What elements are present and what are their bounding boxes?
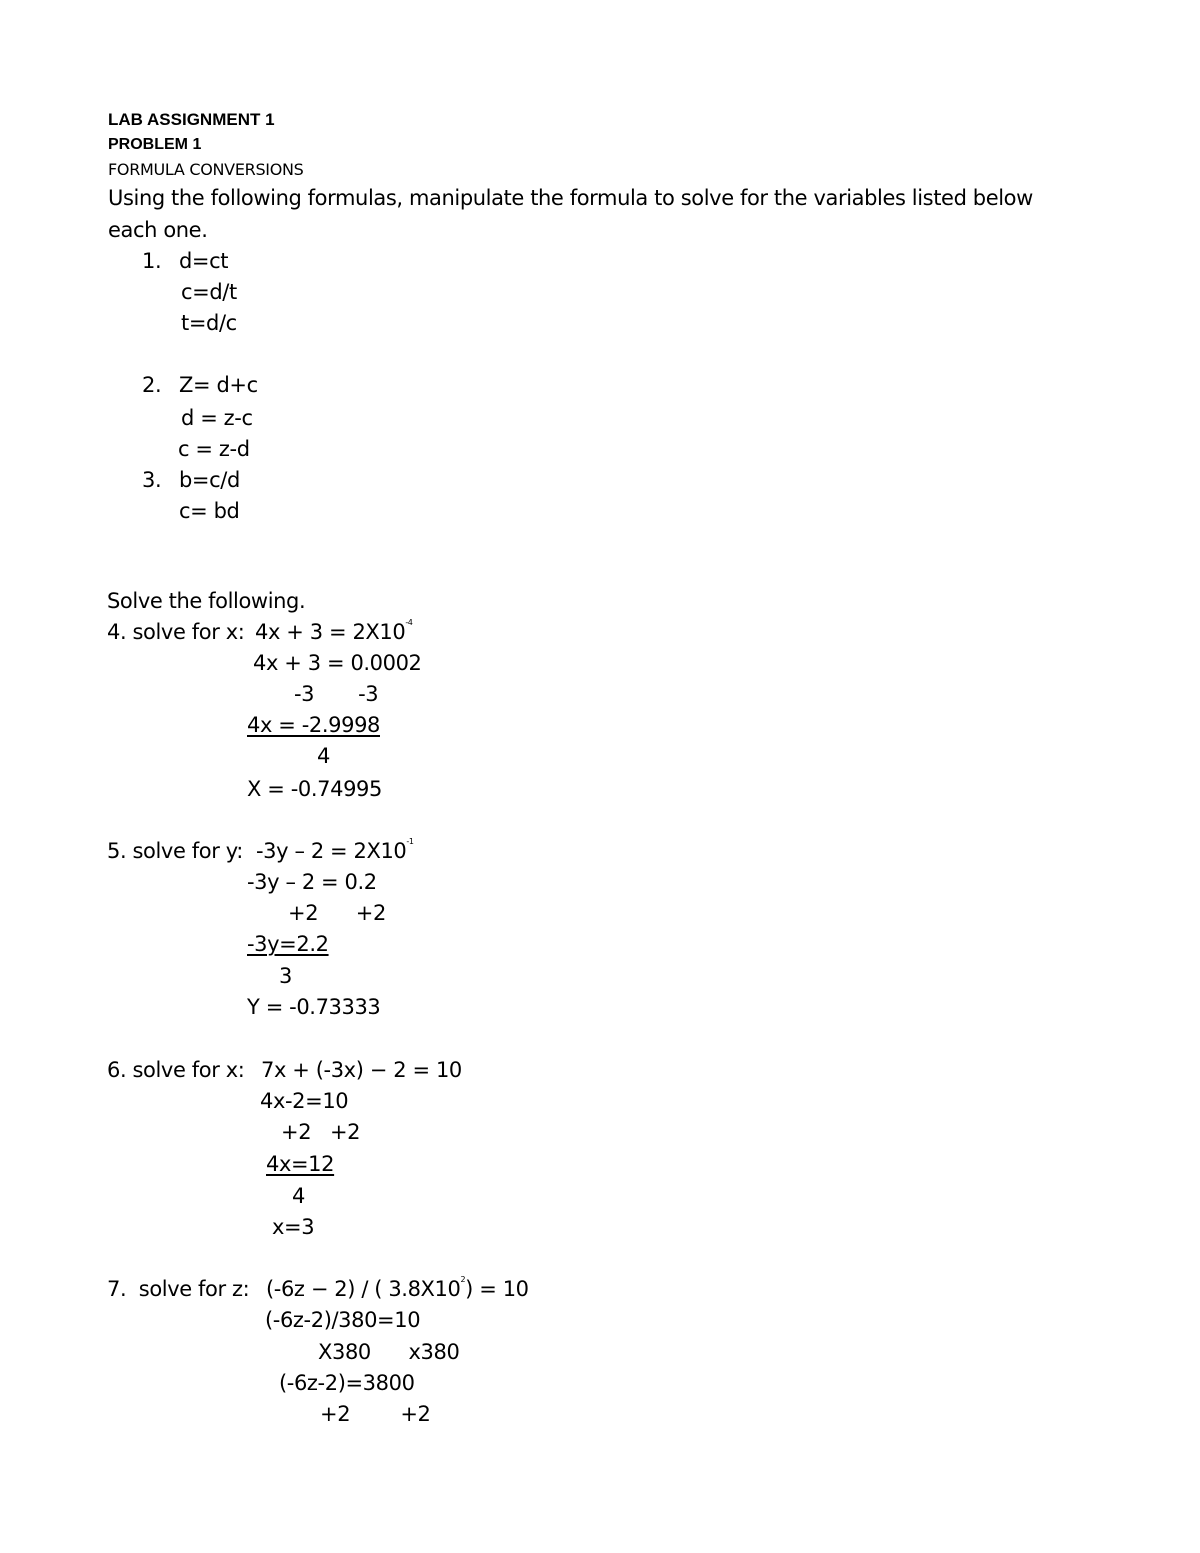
problem-5-equation: $-3y - 2 = 2X10^{-1}$	[256, 837, 414, 863]
formula-3: b=c/d	[179, 468, 240, 492]
problem-5-answer: Y = -0.73333	[247, 995, 381, 1019]
problem-4-step: 4x + 3 = 0.0002	[253, 651, 422, 675]
problem-7-equation: (-6z − 2) / ( $3.8X10^2) = 10$	[266, 1275, 529, 1301]
formula-1-solution: t=d/c	[181, 311, 237, 335]
problem-6-prompt: 6. solve for x:	[107, 1058, 245, 1082]
exponent: -1	[406, 837, 414, 846]
problem-5-divisor: 3	[279, 964, 292, 988]
formula-2-solution: c = z-d	[178, 437, 250, 461]
problem-7-step: (-6z-2)/380=10	[265, 1308, 421, 1332]
problem-4-step: 4x = -2.9998	[247, 713, 380, 737]
solve-heading: Solve the following.	[107, 589, 306, 613]
section-title: FORMULA CONVERSIONS	[108, 160, 304, 179]
problem-6-divisor: 4	[292, 1184, 305, 1208]
formula-number-1: 1.	[142, 249, 162, 273]
problem-7-prompt: 7. solve for z:	[107, 1277, 250, 1301]
problem-7-step: (-6z-2)=3800	[279, 1371, 415, 1395]
formula-1-solution: c=d/t	[181, 280, 237, 304]
problem-5-step: +2 +2	[288, 901, 386, 925]
problem-4-equation: $4x + 3 = 2X10^{-4}$	[255, 618, 413, 644]
problem-6-step: 4x=12	[266, 1152, 335, 1176]
problem-7-step: X380 x380	[318, 1340, 460, 1364]
problem-4-prompt: 4. solve for x:	[107, 620, 245, 644]
problem-6-step: 4x-2=10	[260, 1089, 349, 1113]
problem-5-step: -3y – 2 = 0.2	[247, 870, 377, 894]
problem-4-step: -3 -3	[294, 682, 379, 706]
problem-4-divisor: 4	[317, 744, 330, 768]
instruction-line-1: Using the following formulas, manipulate the formula to solve for the variables listed below	[108, 186, 1033, 210]
exponent: 2	[460, 1275, 466, 1284]
formula-number-2: 2.	[142, 373, 162, 397]
problem-6-answer: x=3	[272, 1215, 315, 1239]
exponent: -4	[405, 618, 413, 627]
problem-5-prompt: 5. solve for y:	[107, 839, 243, 863]
document-title: LAB ASSIGNMENT 1	[108, 110, 275, 129]
formula-number-3: 3.	[142, 468, 162, 492]
problem-4-answer: X = -0.74995	[247, 777, 382, 801]
problem-5-step: -3y=2.2	[247, 932, 329, 956]
instruction-line-2: each one.	[108, 218, 208, 242]
formula-2: Z= d+c	[179, 373, 258, 397]
formula-1: d=ct	[179, 249, 229, 273]
formula-3-solution: c= bd	[179, 499, 240, 523]
formula-2-solution: d = z-c	[181, 406, 253, 430]
problem-label: PROBLEM 1	[108, 136, 202, 153]
problem-7-step: +2 +2	[320, 1402, 431, 1426]
problem-6-step: +2 +2	[281, 1120, 361, 1144]
problem-6-equation: 7x + (-3x) − 2 = 10	[261, 1058, 462, 1082]
